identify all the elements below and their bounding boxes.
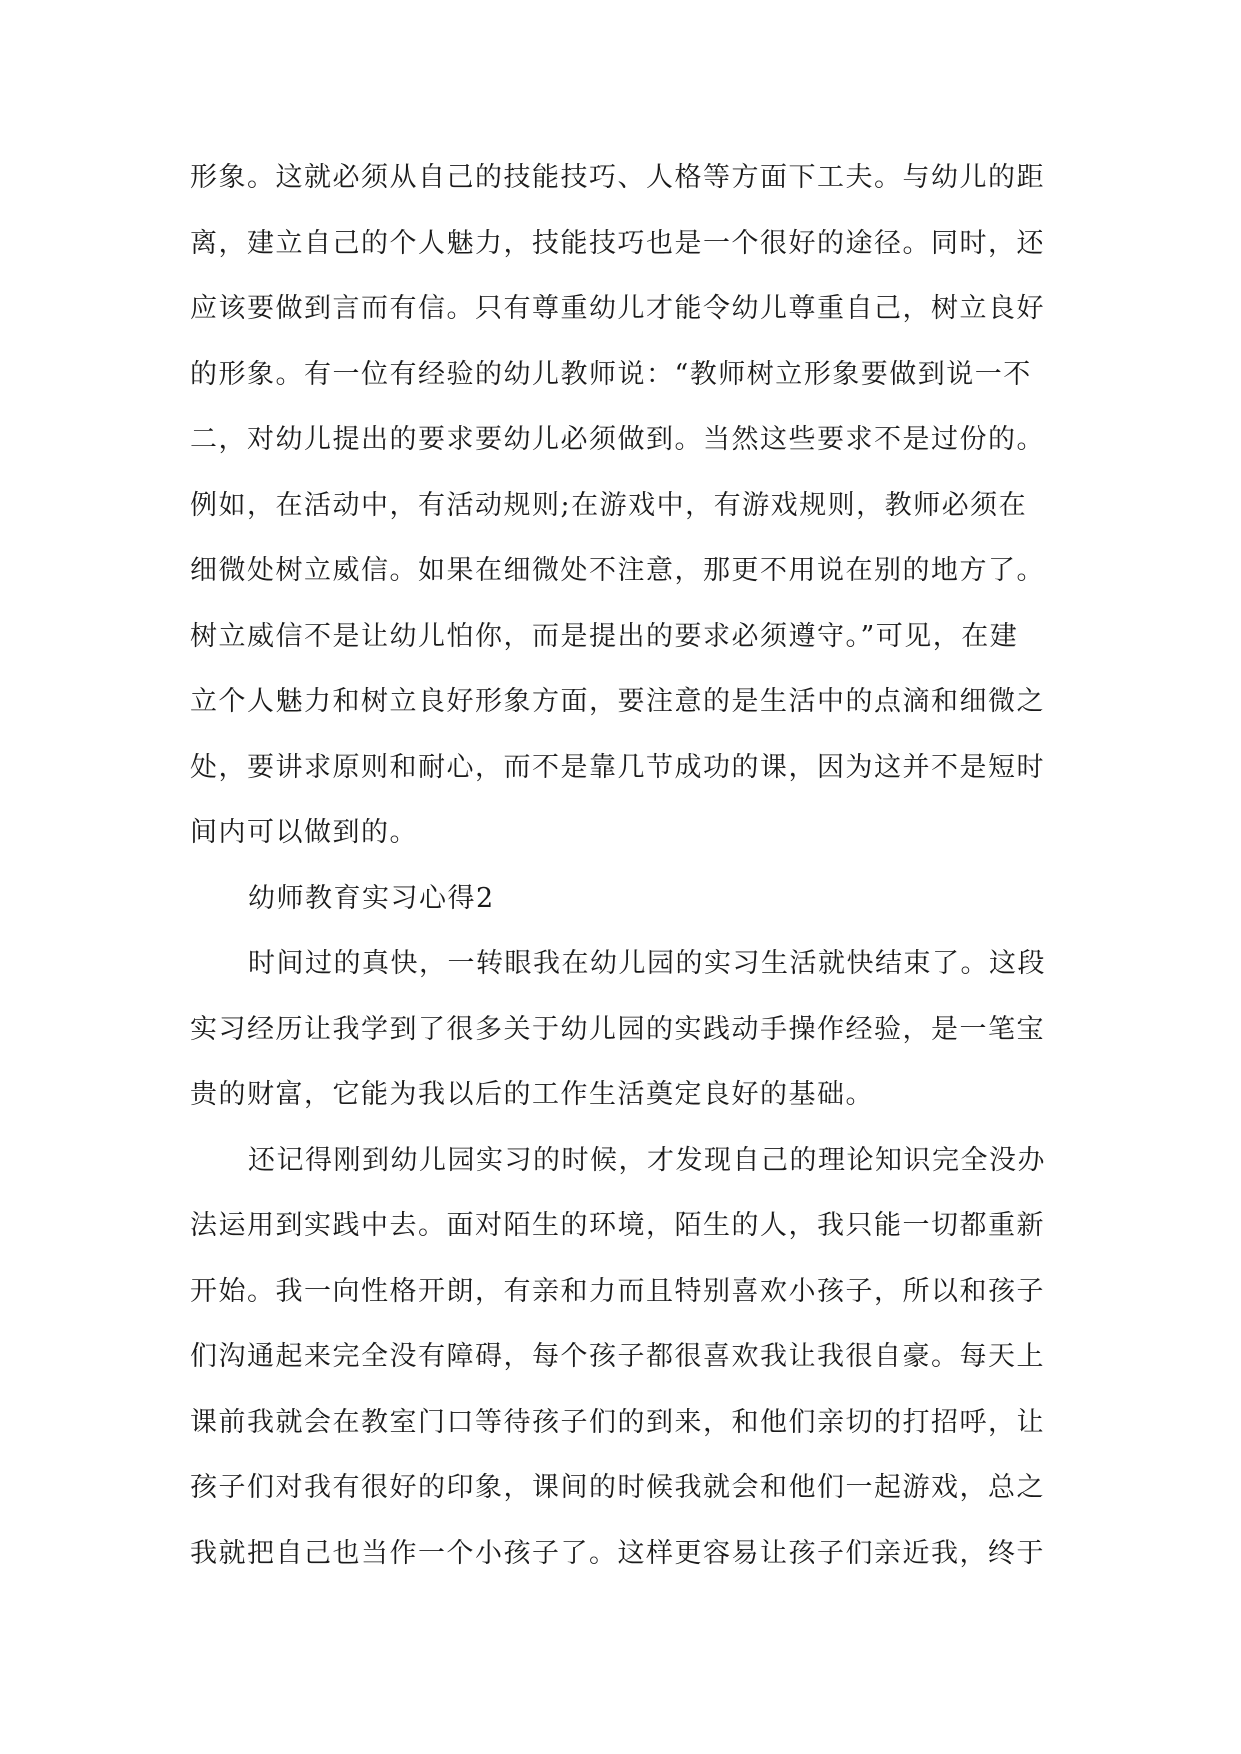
text-line: 立个人魅力和树立良好形象方面，要注意的是生活中的点滴和细微之 <box>190 686 1045 717</box>
text-line: 形象。这就必须从自己的技能技巧、人格等方面下工夫。与幼儿的距 <box>190 162 1045 193</box>
text-line: 课前我就会在教室门口等待孩子们的到来，和他们亲切的打招呼，让 <box>190 1406 1045 1438</box>
text-line: 实习经历让我学到了很多关于幼儿园的实践动手操作经验，是一笔宝 <box>190 1013 1045 1045</box>
text-line: 的形象。有一位有经验的幼儿教师说：“教师树立形象要做到说一不 <box>190 358 1032 390</box>
text-line: 我就把自己也当作一个小孩子了。这样更容易让孩子们亲近我，终于 <box>190 1537 1045 1569</box>
text-line: 时间过的真快，一转眼我在幼儿园的实习生活就快结束了。这段 <box>248 948 1046 979</box>
document-body <box>190 158 1070 1599</box>
text-line: 们沟通起来完全没有障碍，每个孩子都很喜欢我让我很自豪。每天上 <box>190 1341 1045 1372</box>
text-line: 贵的财富，它能为我以后的工作生活奠定良好的基础。 <box>190 1079 874 1110</box>
text-line: 二，对幼儿提出的要求要幼儿必须做到。当然这些要求不是过份的。 <box>190 424 1045 455</box>
text-line: 离，建立自己的个人魅力，技能技巧也是一个很好的途径。同时，还 <box>190 227 1045 259</box>
text-line: 处，要讲求原则和耐心，而不是靠几节成功的课，因为这并不是短时 <box>190 751 1045 783</box>
text-line: 细微处树立威信。如果在细微处不注意，那更不用说在别的地方了。 <box>190 555 1045 586</box>
paragraph-1 <box>190 158 1070 879</box>
text-line: 孩子们对我有很好的印象，课间的时候我就会和他们一起游戏，总之 <box>190 1472 1045 1503</box>
text-line: 开始。我一向性格开朗，有亲和力而且特别喜欢小孩子，所以和孩子 <box>190 1275 1045 1307</box>
section-heading: 幼师教育实习心得2 <box>248 882 495 914</box>
text-line: 法运用到实践中去。面对陌生的环境，陌生的人，我只能一切都重新 <box>190 1210 1045 1241</box>
paragraph-2 <box>190 944 1070 1141</box>
text-line: 树立威信不是让幼儿怕你，而是提出的要求必须遵守。”可见，在建 <box>190 620 1019 652</box>
text-line: 还记得刚到幼儿园实习的时候，才发现自己的理论知识完全没办 <box>248 1144 1046 1176</box>
paragraph-3 <box>190 1141 1070 1600</box>
text-line: 例如，在活动中，有活动规则;在游戏中，有游戏规则，教师必须在 <box>190 489 1028 521</box>
text-line: 间内可以做到的。 <box>190 817 418 848</box>
text-line: 应该要做到言而有信。只有尊重幼儿才能令幼儿尊重自己，树立良好 <box>190 293 1045 324</box>
